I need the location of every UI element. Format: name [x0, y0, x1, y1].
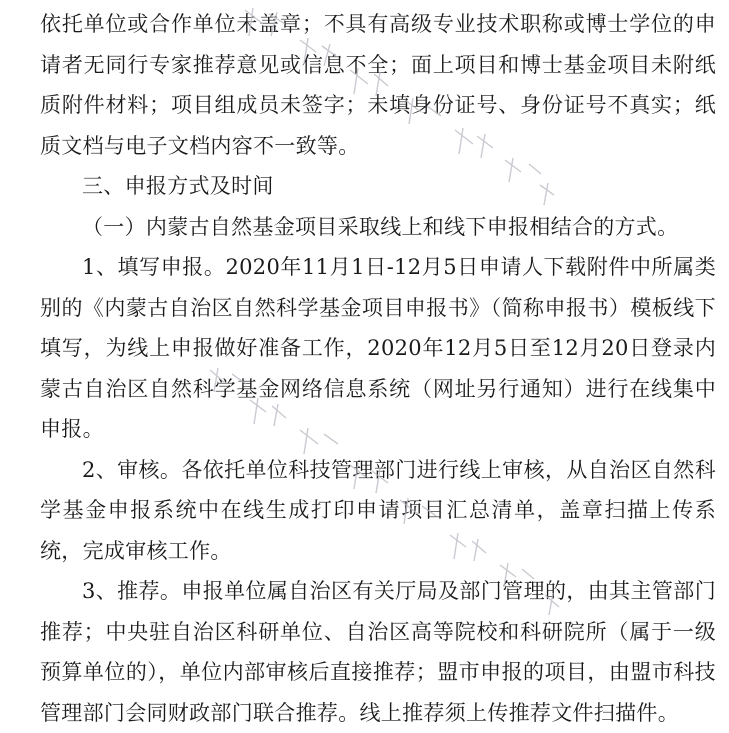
- section-heading-application-method: 三、申报方式及时间: [82, 174, 274, 198]
- paragraph-fill-application: 1、填写申报。2020年11月1日-12月5日申请人下载附件中所属类别的《内蒙古自治区自然科学基金项目申报书》（简称申报书）模板线下填写，为线上申报做好准备工作，2020年12月5日至12月20日登录内蒙古自治区自然科学基金网络信息系统（网址另行通知）进行在线集中申报。: [40, 255, 716, 441]
- paragraph-online-offline: （一）内蒙古自然基金项目采取线上和线下申报相结合的方式。: [82, 214, 679, 239]
- document-body: [40, 4, 716, 733]
- paragraph-recommendation: 3、推荐。申报单位属自治区有关厅局及部门管理的，由其主管部门推荐；中央驻自治区科研单位、自治区高等院校和科研院所（属于一级预算单位的），单位内部审核后直接推荐；盟市申报的项目，由盟市科技管理部门会同财政部门联合推荐。线上推荐须上传推荐文件扫描件。: [40, 579, 716, 725]
- paragraph-rejection-conditions: 依托单位或合作单位未盖章；不具有高级专业技术职称或博士学位的申请者无同行专家推荐意见或信息不全；面上项目和博士基金项目未附纸质附件材料；项目组成员未签字；未填身份证号、身份证号不真实；纸质文档与电子文档内容不一致等。: [40, 12, 716, 158]
- paragraph-review: 2、审核。各依托单位科技管理部门进行线上审核，从自治区自然科学基金申报系统中在线生成打印申请项目汇总清单，盖章扫描上传系统，完成审核工作。: [40, 457, 716, 563]
